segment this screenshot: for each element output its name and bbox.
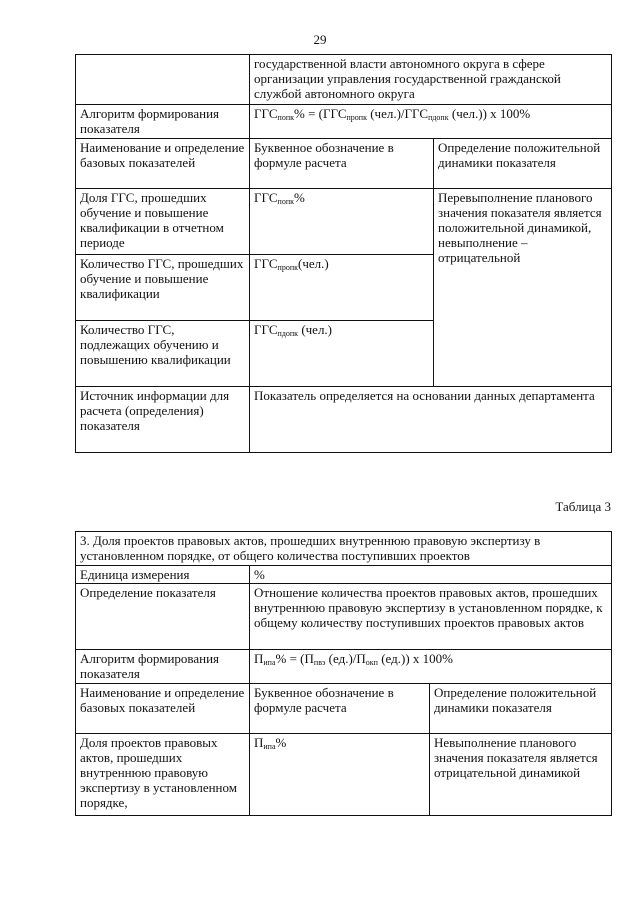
row-name: Доля проектов правовых актов, прошедших внутреннюю правовую экспертизу в установленном порядке, (76, 734, 250, 816)
row-name: Доля ГГС, прошедших обучение и повышение квалификации в отчетном периоде (76, 189, 250, 255)
source-row (76, 387, 612, 453)
row-name: Количество ГГС, прошедших обучение и повышение квалификации (76, 255, 250, 321)
header-row (76, 684, 612, 734)
header-symbol-col: Буквенное обозначение в формуле расчета (250, 139, 434, 189)
header-symbol-col: Буквенное обозначение в формуле расчета (250, 684, 430, 734)
algorithm-row (76, 650, 612, 684)
header-row (76, 139, 612, 189)
row-name: Количество ГГС, подлежащих обучению и повышению квалификации (76, 321, 250, 387)
header-dynamics-col: Определение положительной динамики показателя (434, 139, 612, 189)
title-row (76, 532, 612, 566)
indicator-table-continued (75, 54, 612, 453)
source-value: Показатель определяется на основании данных департамента (250, 387, 612, 453)
source-label: Источник информации для расчета (определения) показателя (76, 387, 250, 453)
table-caption: Таблица 3 (555, 499, 611, 514)
algorithm-formula: $ГГС_{попк}\% = (ГГС_{пропк}$ $(чел.)/ГГС_{пдопк}$ (чел.)) х 100% (250, 105, 612, 139)
header-dynamics-col: Определение положительной динамики показателя (430, 684, 612, 734)
continued-text: государственной власти автономного округа в сфере организации управления государственной гражданской службой автономного округа (250, 55, 612, 105)
definition-label: Определение показателя (76, 584, 250, 650)
continued-row (76, 55, 612, 105)
algorithm-formula: $П_{ипа}\% = (П_{пвэ}$ $(ед.)/П_{окп}$ (ед.)) х 100% (250, 650, 612, 684)
table-title: 3. Доля проектов правовых актов, прошедших внутреннюю правовую экспертизу в установленном порядке, от общего количества поступивших проектов (76, 532, 612, 566)
row-symbol: $П_{ипа}\%$ (250, 734, 430, 816)
indicator-table-3 (75, 531, 612, 816)
unit-label: Единица измерения (76, 566, 250, 584)
definition-row (76, 584, 612, 650)
row-symbol: $ГГС_{пропк}(чел.)$ (250, 255, 434, 321)
header-name-col: Наименование и определение базовых показателей (76, 139, 250, 189)
header-name-col: Наименование и определение базовых показателей (76, 684, 250, 734)
unit-row (76, 566, 612, 584)
row-symbol: $ГГС_{пдопк}$ (чел.) (250, 321, 434, 387)
algorithm-row (76, 105, 612, 139)
definition-value: Отношение количества проектов правовых актов, прошедших внутреннюю правовую экспертизу в установленном порядке, к общему количеству поступивших проектов правовых актов (250, 584, 612, 650)
table-row (76, 734, 612, 816)
row-symbol: $ГГС_{попк}\%$ (250, 189, 434, 255)
row-dynamics: Невыполнение планового значения показателя является отрицательной динамикой (430, 734, 612, 816)
unit-value: % (250, 566, 612, 584)
row-dynamics: Перевыполнение планового значения показателя является положительной динамикой, невыполнение – отрицательной (434, 189, 612, 387)
table-row (76, 189, 612, 255)
algorithm-label: Алгоритм формирования показателя (76, 650, 250, 684)
page-number: 29 (313, 32, 327, 47)
algorithm-label: Алгоритм формирования показателя (76, 105, 250, 139)
